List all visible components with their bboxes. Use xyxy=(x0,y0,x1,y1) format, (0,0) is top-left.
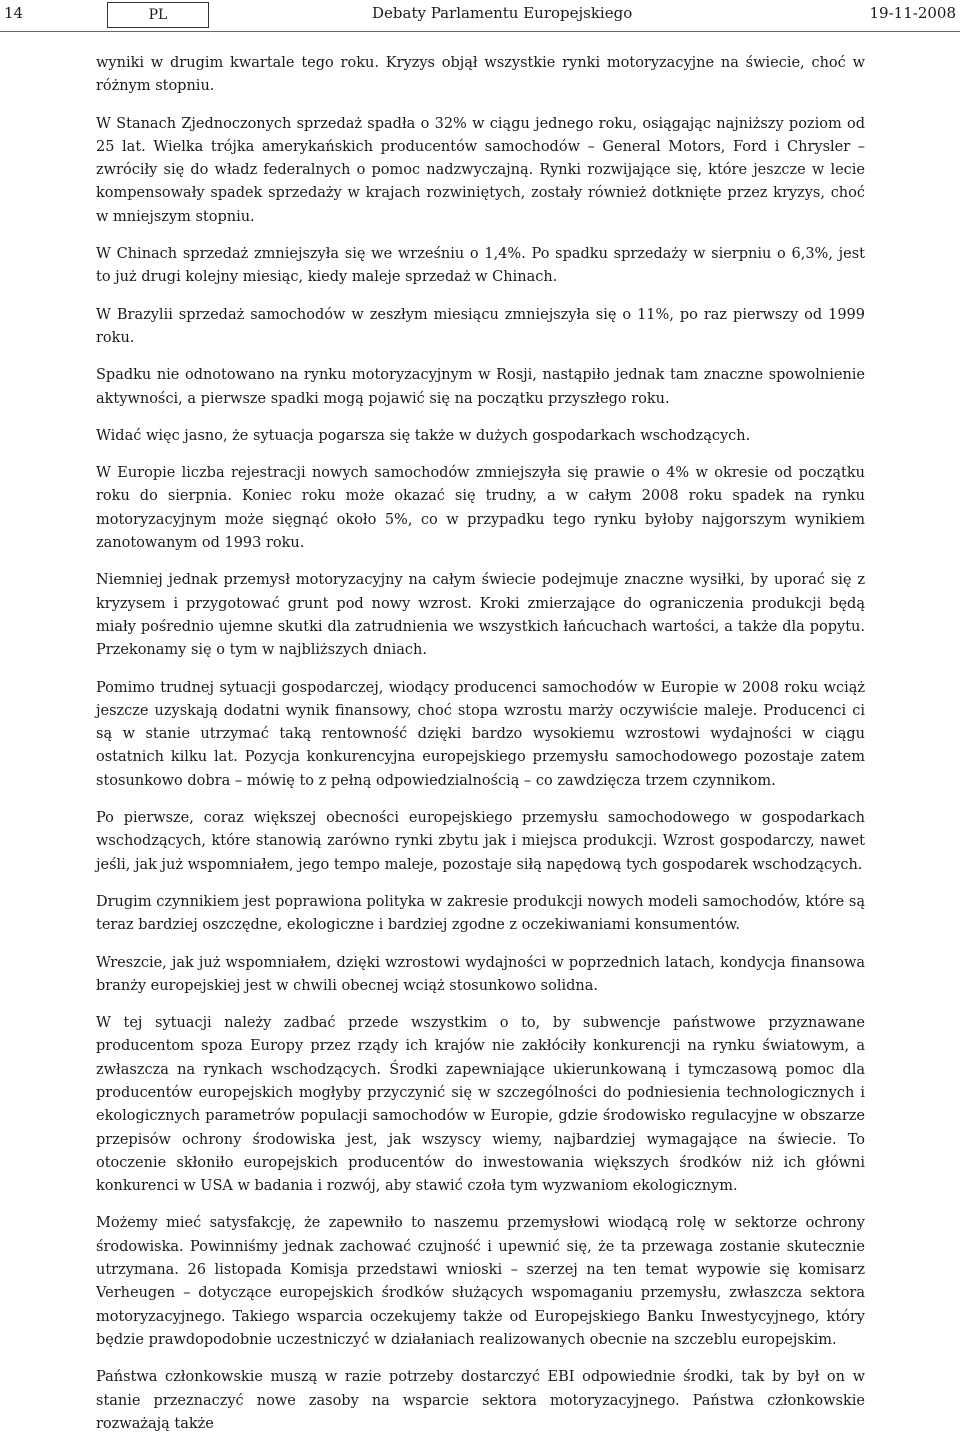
paragraph: Możemy mieć satysfakcję, że zapewniło to naszemu przemysłowi wiodącą rolę w sektorze ochrony środowiska. Powinniśmy jednak zachować czujność i upewnić się, że ta przewaga zostanie skutecznie utrzymana. 26 listopada Komisja przedstawi wnioski – szerzej na ten temat wypowie się komisarz Verheugen – dotyczące europejskich środków służących wspomaganiu przemysłu, zwłaszcza sektora motoryzacyjnego. Takiego wsparcia oczekujemy także od Europejskiego Banku Inwestycyjnego, który będzie prawdopodobnie uczestniczyć w działaniach realizowanych obecnie na szczeblu europejskim. xyxy=(96,1215,865,1348)
document-title: Debaty Parlamentu Europejskiego xyxy=(372,4,633,22)
paragraph: Państwa członkowskie muszą w razie potrzeby dostarczyć EBI odpowiednie środki, tak by był on w stanie przeznaczyć nowe zasoby na wsparcie sektora motoryzacyjnego. Państwa członkowskie rozważają także xyxy=(96,1369,865,1432)
paragraph: W Brazylii sprzedaż samochodów w zeszłym miesiącu zmniejszyła się o 11%, po raz pierwszy od 1999 roku. xyxy=(96,306,865,346)
document-body xyxy=(96,52,865,1450)
header-divider xyxy=(0,31,960,32)
paragraph: Drugim czynnikiem jest poprawiona polityka w zakresie produkcji nowych modeli samochodów, które są teraz bardziej oszczędne, ekologiczne i bardziej zgodne z oczekiwaniami konsumentów. xyxy=(96,893,865,934)
language-badge: PL xyxy=(107,2,209,28)
document-date: 19-11-2008 xyxy=(869,4,956,22)
page-header xyxy=(0,0,960,32)
paragraph: W tej sytuacji należy zadbać przede wszystkim o to, by subwencje państwowe przyznawane producentom spoza Europy przez rządy ich krajów nie zakłóciły konkurencji na rynku światowym, a zwłaszcza na rynkach wschodzących. Środki zapewniające ukierunkowaną i tymczasową pomoc dla producentów europejskich mogłyby przyczynić się w szczególności do podniesienia technologicznych i ekologicznych parametrów populacji samochodów w Europie, gdzie środowisko regulacyjne w obszarze przepisów ochrony środowiska jest, jak wszyscy wiemy, najbardziej wymagające na świecie. To otoczenie skłoniło europejskich producentów do inwestowania większych środków niż ich główni konkurenci w USA w badania i rozwój, aby stawić czoła tym wyzwaniom ekologicznym. xyxy=(96,1015,865,1195)
paragraph: Pomimo trudnej sytuacji gospodarczej, wiodący producenci samochodów w Europie w 2008 roku wciąż jeszcze uzyskają dodatni wynik finansowy, choć stopa wzrostu marży oczywiście maleje. Producenci ci są w stanie utrzymać taką rentowność dzięki bardzo wysokiemu wzrostowi wydajności w ciągu ostatnich kilku lat. Pozycja konkurencyjna europejskiego przemysłu samochodowego pozostaje zatem stosunkowo dobra – mówię to z pełną odpowiedzialnością – co zawdzięcza trzem czynnikom. xyxy=(96,679,865,789)
paragraph: Widać więc jasno, że sytuacja pogarsza się także w dużych gospodarkach wschodzących. xyxy=(96,427,751,444)
paragraph: wyniki w drugim kwartale tego roku. Kryzys objął wszystkie rynki motoryzacyjne na świecie, choć w różnym stopniu. xyxy=(96,55,865,95)
paragraph: W Europie liczba rejestracji nowych samochodów zmniejszyła się prawie o 4% w okresie od początku roku do sierpnia. Koniec roku może okazać się trudny, a w całym 2008 roku spadek na rynku motoryzacyjnym może sięgnąć około 5%, co w przypadku tego rynku byłoby najgorszym wynikiem zanotowanym od 1993 roku. xyxy=(96,465,865,552)
paragraph: Niemniej jednak przemysł motoryzacyjny na całym świecie podejmuje znaczne wysiłki, by uporać się z kryzysem i przygotować grunt pod nowy wzrost. Kroki zmierzające do ograniczenia produkcji będą miały pośrednio ujemne skutki dla zatrudnienia we wszystkich łańcuchach wartości, a także dla popytu. Przekonamy się o tym w najbliższych dniach. xyxy=(96,572,865,659)
paragraph: Wreszcie, jak już wspomniałem, dzięki wzrostowi wydajności w poprzednich latach, kondycja finansowa branży europejskiej jest w chwili obecnej wciąż stosunkowo solidna. xyxy=(96,954,865,994)
paragraph: Po pierwsze, coraz większej obecności europejskiego przemysłu samochodowego w gospodarkach wschodzących, które stanowią zarówno rynki zbytu jak i miejsca produkcji. Wzrost gospodarczy, nawet jeśli, jak już wspomniałem, jego tempo maleje, pozostaje siłą napędową tych gospodarek wschodzących. xyxy=(96,810,865,873)
paragraph: W Chinach sprzedaż zmniejszyła się we wrześniu o 1,4%. Po spadku sprzedaży w sierpniu o 6,3%, jest to już drugi kolejny miesiąc, kiedy maleje sprzedaż w Chinach. xyxy=(96,246,865,286)
paragraph: Spadku nie odnotowano na rynku motoryzacyjnym w Rosji, nastąpiło jednak tam znaczne spowolnienie aktywności, a pierwsze spadki mogą pojawić się na początku przyszłego roku. xyxy=(96,367,865,407)
page-number: 14 xyxy=(4,4,24,22)
paragraph: W Stanach Zjednoczonych sprzedaż spadła o 32% w ciągu jednego roku, osiągając najniższy poziom od 25 lat. Wielka trójka amerykańskich producentów samochodów – General Motors, Ford i Chrysler – zwróciły się do władz federalnych o pomoc nadzwyczajną. Rynki rozwijające się, które jeszcze w lecie kompensowały spadek sprzedaży w krajach rozwiniętych, zostały również dotknięte przez kryzys, choć w mniejszym stopniu. xyxy=(96,115,865,225)
